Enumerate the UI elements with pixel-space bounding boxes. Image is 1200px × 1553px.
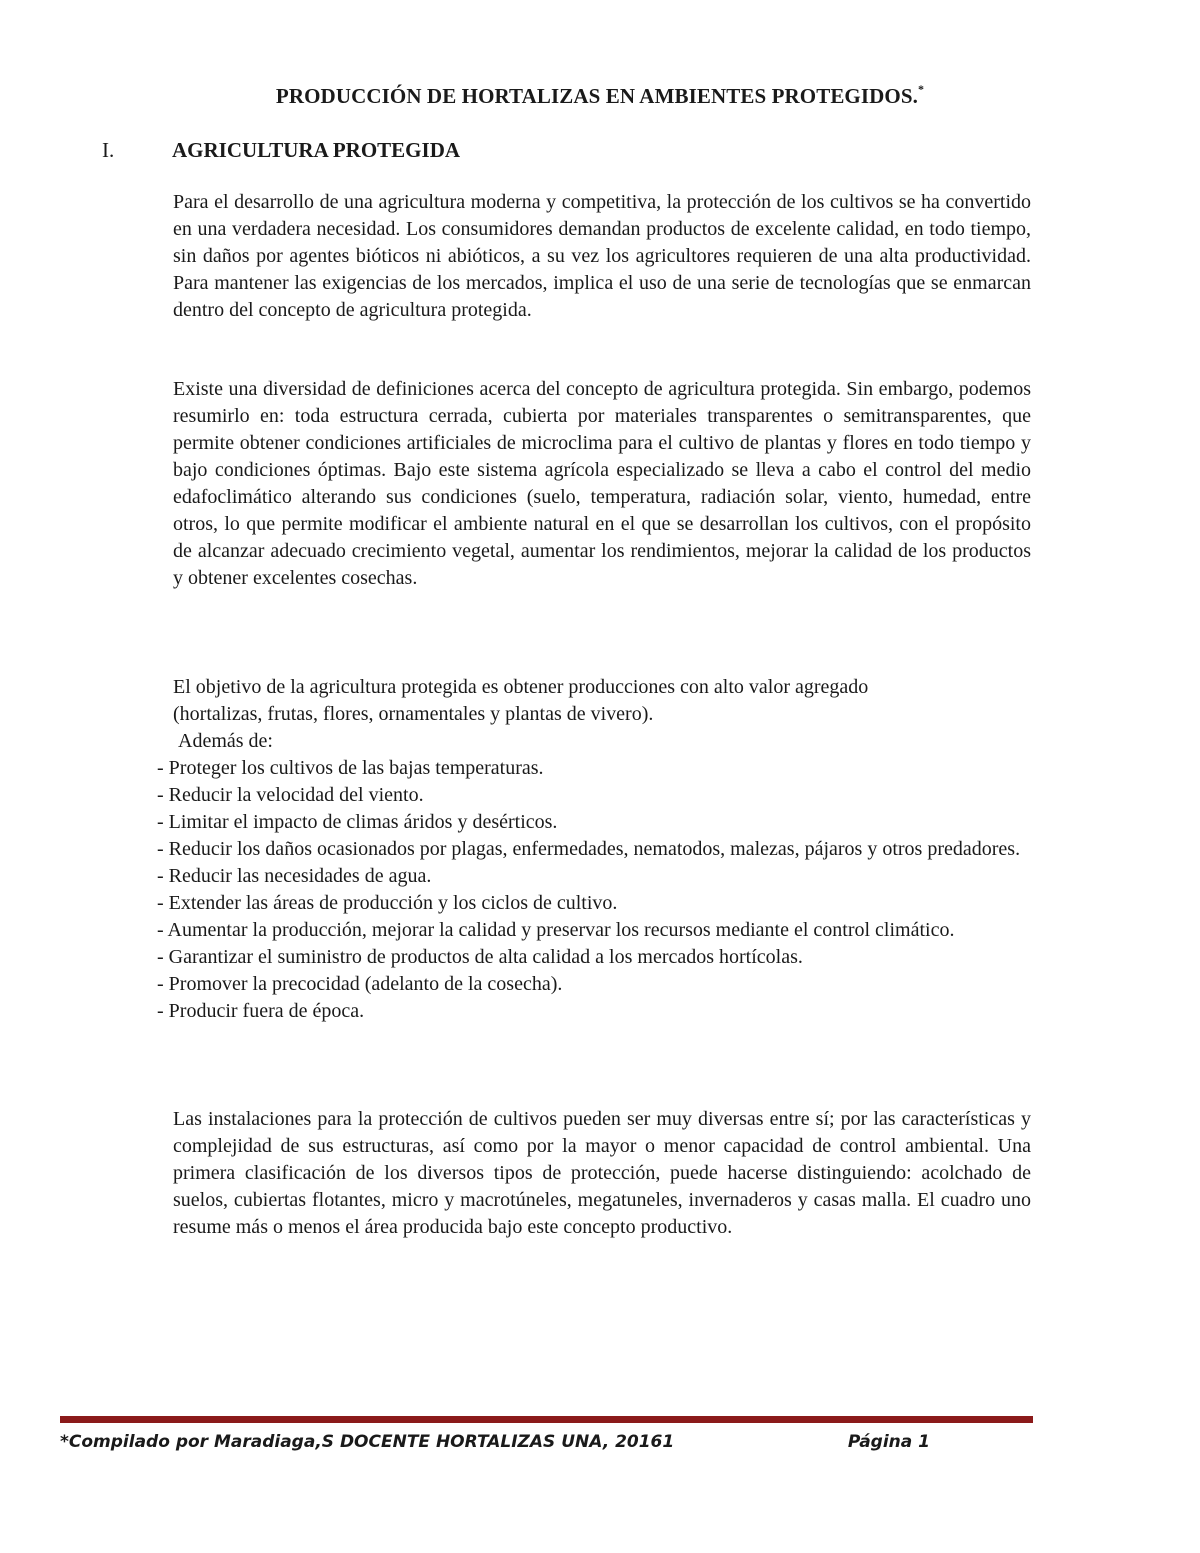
paragraph-3 <box>173 674 1031 755</box>
section-number: I. <box>102 138 115 162</box>
list-item: - Reducir la velocidad del viento. <box>157 784 424 806</box>
list-item: - Promover la precocidad (adelanto de la cosecha). <box>157 973 563 995</box>
paragraph-1: Para el desarrollo de una agricultura moderna y competitiva, la protección de los cultivos se ha convertido en una verdadera necesidad. Los consumidores demandan productos de excelente calidad, en todo tiempo, sin daños por agentes bióticos ni abióticos, a su vez los agricultores requieren de una alta productividad. Para mantener las exigencias de los mercados, implica el uso de una serie de tecnologías que se enmarcan dentro del concepto de agricultura protegida. <box>173 191 1031 321</box>
page-title-text: PRODUCCIÓN DE HORTALIZAS EN AMBIENTES PROTEGIDOS. <box>275 84 918 108</box>
section-heading <box>102 138 460 163</box>
footer-credit: *Compilado por Maradiaga,S DOCENTE HORTALIZAS UNA, 20161 <box>60 1432 675 1452</box>
list-item: - Aumentar la producción, mejorar la calidad y preservar los recursos mediante el control climático. <box>157 919 955 941</box>
list-item: - Limitar el impacto de climas áridos y desérticos. <box>157 811 558 833</box>
footer-rule <box>60 1416 1033 1423</box>
paragraph-2: Existe una diversidad de definiciones acerca del concepto de agricultura protegida. Sin embargo, podemos resumirlo en: toda estructura cerrada, cubierta por materiales transparentes o semitransparentes, que permite obtener condiciones artificiales de microclima para el cultivo de plantas y flores en todo tiempo y bajo condiciones óptimas. Bajo este sistema agrícola especializado se lleva a cabo el control del medio edafoclimático alterando sus condiciones (suelo, temperatura, radiación solar, viento, humedad, entre otros, lo que permite modificar el ambiente natural en el que se desarrollan los cultivos, con el propósito de alcanzar adecuado crecimiento vegetal, aumentar los rendimientos, mejorar la calidad de los productos y obtener excelentes cosechas. <box>173 378 1031 589</box>
list-item: - Proteger los cultivos de las bajas temperaturas. <box>157 757 544 779</box>
paragraph-3-line-1: El objetivo de la agricultura protegida es obtener producciones con alto valor agregado <box>173 676 869 698</box>
list-item: - Reducir los daños ocasionados por plagas, enfermedades, nematodos, malezas, pájaros y otros predadores. <box>157 838 1021 860</box>
paragraph-4: Las instalaciones para la protección de cultivos pueden ser muy diversas entre sí; por las características y complejidad de sus estructuras, así como por la mayor o menor capacidad de control ambiental. Una primera clasificación de los diversos tipos de protección, puede hacerse distinguiendo: acolchado de suelos, cubiertas flotantes, micro y macrotúneles, megatuneles, invernaderos y casas malla. El cuadro uno resume más o menos el área producida bajo este concepto productivo. <box>173 1108 1031 1238</box>
section-heading-text: AGRICULTURA PROTEGIDA <box>172 138 461 162</box>
list-item: - Reducir las necesidades de agua. <box>157 865 432 887</box>
paragraph-3-line-3: Además de: <box>178 730 273 752</box>
list-item: - Extender las áreas de producción y los ciclos de cultivo. <box>157 892 618 914</box>
page-title <box>0 84 1200 109</box>
list-item: - Producir fuera de época. <box>157 1000 365 1022</box>
page-number: Página 1 <box>847 1432 930 1452</box>
page-footer <box>60 1432 930 1452</box>
list-item: - Garantizar el suministro de productos de alta calidad a los mercados hortícolas. <box>157 946 803 968</box>
objectives-list <box>157 755 1037 1025</box>
paragraph-3-line-2: (hortalizas, frutas, flores, ornamentales y plantas de vivero). <box>173 703 654 725</box>
footnote-mark: * <box>917 82 925 96</box>
